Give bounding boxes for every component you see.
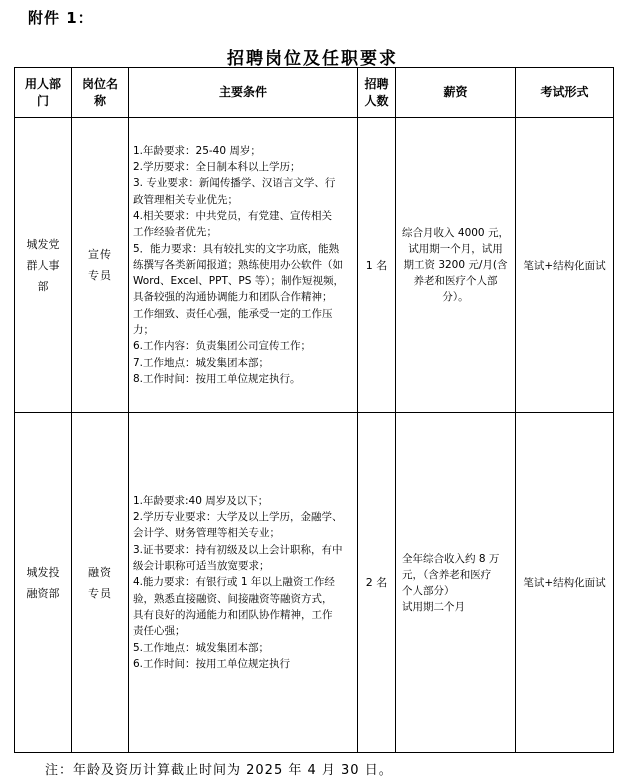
table-row [15,118,614,413]
recruitment-table [14,67,614,753]
row-salary: 综合月收入 4000 元， 试用期一个月，试用 期工资 3200 元/月(含 养老和医疗个人部 分）。 [396,118,516,413]
row-exam: 笔试+结构化面试 [516,413,614,753]
row-dept: 城发党 群人事 部 [15,118,72,413]
row-requirements: 1.年龄要求:40 周岁及以下； 2.学历专业要求：大学及以上学历，金融学、 会计学、财务管理等相关专业； 3.证书要求：持有初级及以上会计职称，有中 级会计职称可适当放宽要求； 4.能力要求：有银行或 1 年以上融资工作经 验，熟悉直接融资、间接融资等融资方式， 具有良好的沟通能力和团队协作精神，工作 责任心强； 5.工作地点：城发集团本部； 6.工作时间：按用工单位规定执行 [129,413,358,753]
header-requirements: 主要条件 [129,68,358,118]
page-title: 招聘岗位及任职要求 [227,49,398,69]
row-dept: 城发投 融资部 [15,413,72,753]
row-position: 宣传 专员 [72,118,129,413]
header-dept: 用人部 门 [15,68,72,118]
row-requirements: 1.年龄要求：25-40 周岁； 2.学历要求：全日制本科以上学历； 3. 专业要求：新闻传播学、汉语言文学、行 政管理相关专业优先； 4.相关要求：中共党员，有党建、宣传相关 工作经验者优先； 5．能力要求：具有较扎实的文字功底，能熟 练撰写各类新闻报道；熟练使用办公软件（如 Word、Excel、PPT、PS 等）；制作短视频， 具备较强的沟通协调能力和团队合作精神； 工作细致、责任心强，能承受一定的工作压 力； 6.工作内容：负责集团公司宣传工作； 7.工作地点：城发集团本部； 8.工作时间：按用工单位规定执行。 [129,118,358,413]
table-row [15,413,614,753]
attachment-label: 附件 1： [28,9,94,27]
header-exam: 考试形式 [516,68,614,118]
footnote: 注：年龄及资历计算截止时间为 2025 年 4 月 30 日。 [45,763,393,778]
row-count: 1 名 [358,118,396,413]
table-header-row [15,68,614,118]
row-salary: 全年综合收入约 8 万 元，（含养老和医疗 个人部分） 试用期二个月 [396,413,516,753]
row-exam: 笔试+结构化面试 [516,118,614,413]
row-position: 融资 专员 [72,413,129,753]
row-count: 2 名 [358,413,396,753]
header-count: 招聘 人数 [358,68,396,118]
header-position: 岗位名 称 [72,68,129,118]
header-salary: 薪资 [396,68,516,118]
